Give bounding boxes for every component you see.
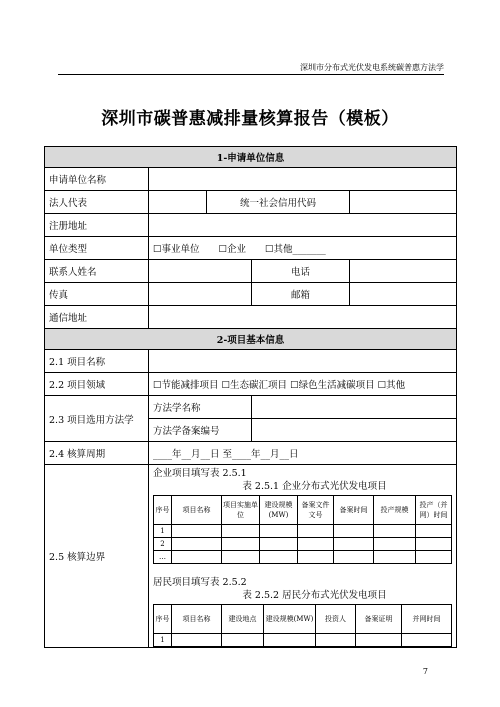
enterprise-table-caption: 表 2.5.1 企业分布式光伏发电项目 (242, 481, 387, 492)
boundary-content (149, 465, 457, 648)
resident-col-header: 建设规模(MW) (264, 605, 316, 634)
table-row (154, 525, 452, 538)
document-title: 深圳市碳普惠减排量核算报告（模板） (101, 109, 399, 129)
resident-col-header: 建设地点 (222, 605, 264, 634)
fax-field[interactable] (149, 283, 252, 306)
report-form-table (44, 146, 457, 648)
credit-code-label: 统一社会信用代码 (207, 191, 350, 214)
methodology-name-field[interactable] (252, 396, 457, 419)
table-row (45, 350, 457, 373)
enterprise-col-header: 序号 (154, 496, 172, 525)
enterprise-col-header: 备案时间 (334, 496, 374, 525)
reg-address-label: 注册地址 (45, 214, 149, 237)
period-value[interactable]: ____年__月__日 至____年__月__日 (149, 442, 457, 465)
unit-type-options[interactable]: ☐事业单位 ☐企业 ☐其他_______ (149, 237, 457, 260)
project-field-options[interactable]: ☐节能减排项目 ☐生态碳汇项目 ☐绿色生活减碳项目 ☐其他 (149, 373, 457, 396)
enterprise-fill-note: 企业项目填写表 2.5.1 (153, 468, 247, 479)
row-index: 1 (154, 525, 172, 538)
applicant-name-field[interactable] (149, 168, 457, 191)
email-field[interactable] (350, 283, 457, 306)
boundary-label: 2.5 核算边界 (45, 465, 149, 648)
enterprise-col-header: 投产规模 (374, 496, 416, 525)
resident-fill-note: 居民项目填写表 2.5.2 (153, 577, 247, 588)
table-row (45, 214, 457, 237)
section-1-heading: 1-申请单位信息 (45, 147, 457, 168)
section-header-row (45, 329, 457, 350)
resident-col-header: 项目名称 (172, 605, 222, 634)
credit-code-field[interactable] (350, 191, 457, 214)
row-index: … (154, 551, 172, 564)
methodology-record-label: 方法学备案编号 (149, 419, 252, 442)
contact-name-label: 联系人姓名 (45, 260, 149, 283)
resident-project-table (153, 604, 452, 647)
project-field-label: 2.2 项目领域 (45, 373, 149, 396)
resident-col-header: 序号 (154, 605, 172, 634)
table-row (154, 538, 452, 551)
methodology-name-label: 方法学名称 (149, 396, 252, 419)
row-index: 1 (154, 634, 172, 647)
resident-header-row (154, 605, 452, 634)
phone-label: 电话 (252, 260, 350, 283)
mail-address-label: 通信地址 (45, 306, 149, 329)
table-row (45, 396, 457, 419)
running-header: 深圳市分布式光伏发电系统碳普惠方法学 (300, 63, 444, 72)
table-row (45, 260, 457, 283)
enterprise-project-table (153, 495, 452, 564)
resident-col-header: 备案证明 (356, 605, 402, 634)
resident-col-header: 并网时间 (402, 605, 452, 634)
page-number: 7 (422, 667, 428, 676)
project-name-field[interactable] (149, 350, 457, 373)
resident-table-caption: 表 2.5.2 居民分布式光伏发电项目 (242, 590, 387, 601)
enterprise-col-header: 备案文件文号 (298, 496, 334, 525)
applicant-name-label: 申请单位名称 (45, 168, 149, 191)
header-rule (58, 74, 444, 75)
table-row (45, 191, 457, 214)
table-row (45, 373, 457, 396)
period-label: 2.4 核算周期 (45, 442, 149, 465)
table-row (45, 168, 457, 191)
section-header-row (45, 147, 457, 168)
unit-type-label: 单位类型 (45, 237, 149, 260)
row-index: 2 (154, 538, 172, 551)
email-label: 邮箱 (252, 283, 350, 306)
table-row (45, 465, 457, 648)
enterprise-header-row (154, 496, 452, 525)
contact-name-field[interactable] (149, 260, 252, 283)
table-row (154, 634, 452, 647)
section-2-heading: 2-项目基本信息 (45, 329, 457, 350)
table-row (45, 237, 457, 260)
enterprise-col-header: 建设规模(MW) (260, 496, 298, 525)
enterprise-col-header: 投产（并网）时间 (416, 496, 452, 525)
phone-field[interactable] (350, 260, 457, 283)
fax-label: 传真 (45, 283, 149, 306)
enterprise-col-header: 项目实施单位 (222, 496, 260, 525)
mail-address-field[interactable] (149, 306, 457, 329)
table-row (45, 306, 457, 329)
enterprise-col-header: 项目名称 (172, 496, 222, 525)
resident-col-header: 投资人 (316, 605, 356, 634)
table-row (154, 551, 452, 564)
table-row (45, 283, 457, 306)
methodology-record-field[interactable] (252, 419, 457, 442)
reg-address-field[interactable] (149, 214, 457, 237)
project-name-label: 2.1 项目名称 (45, 350, 149, 373)
legal-rep-label: 法人代表 (45, 191, 149, 214)
table-row (45, 442, 457, 465)
legal-rep-field[interactable] (149, 191, 207, 214)
methodology-label: 2.3 项目选用方法学 (45, 396, 149, 442)
